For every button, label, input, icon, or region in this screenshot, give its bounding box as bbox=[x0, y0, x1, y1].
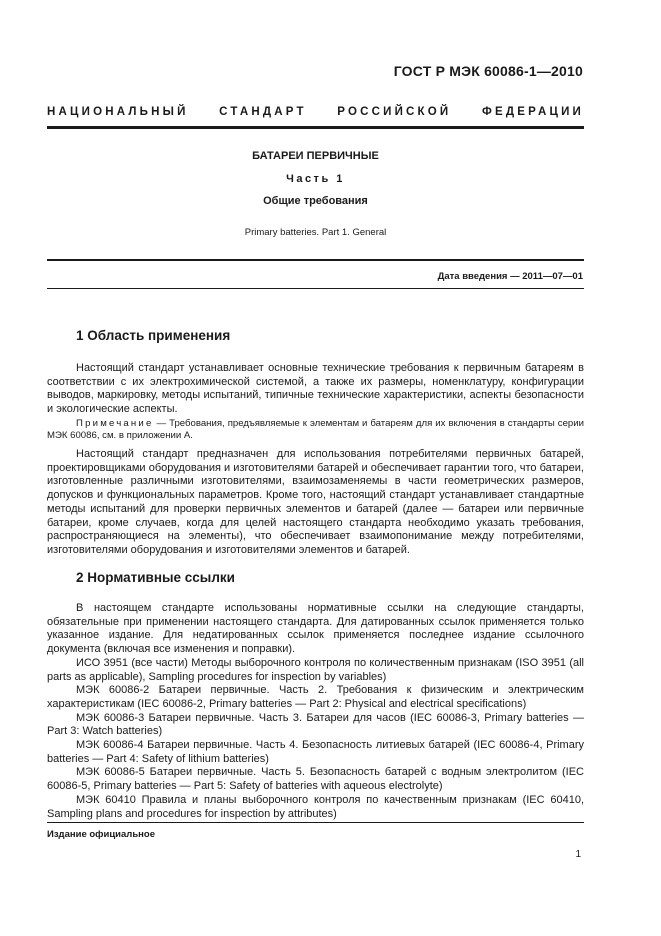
banner-word: НАЦИОНАЛЬНЫЙ bbox=[47, 106, 189, 118]
reference-item: МЭК 60086-3 Батареи первичные. Часть 3. Батареи для часов (IEC 60086-3, Primary batteries — Part 3: Watch batteries) bbox=[47, 711, 584, 738]
title-divider bbox=[47, 259, 584, 261]
normative-references bbox=[47, 602, 584, 821]
footer-divider bbox=[47, 822, 584, 823]
section-1-paragraph-2 bbox=[47, 448, 584, 558]
page-number: 1 bbox=[575, 849, 581, 860]
banner-word: РОССИЙСКОЙ bbox=[337, 106, 452, 118]
introduction-date: Дата введения — 2011—07—01 bbox=[437, 271, 583, 282]
document-title: БАТАРЕИ ПЕРВИЧНЫЕ bbox=[252, 150, 379, 162]
reference-item: МЭК 60086-2 Батареи первичные. Часть 2. Требования к физическим и электрическим характеристикам (IEC 60086-2, Primary batteries — Part 2: Physical and electrical specifications) bbox=[47, 684, 584, 710]
section-1-note bbox=[47, 418, 584, 442]
document-part: Часть 1 bbox=[286, 173, 345, 185]
english-title: Primary batteries. Part 1. General bbox=[244, 227, 387, 238]
banner-word: СТАНДАРТ bbox=[219, 106, 307, 118]
section-1-heading: 1 Область применения bbox=[76, 328, 231, 343]
standard-id: ГОСТ Р МЭК 60086-1—2010 bbox=[393, 63, 583, 79]
section-1-paragraph-1 bbox=[47, 362, 584, 417]
reference-item: МЭК 60086-4 Батареи первичные. Часть 4. Безопасность литиевых батарей (IEC 60086-4, Primary batteries — Part 4: Safety of lithium batteries) bbox=[47, 739, 584, 765]
reference-item: МЭК 60086-5 Батареи первичные. Часть 5. Безопасность батарей с водным электролитом (IEC 60086-5, Primary batteries — Part 5: Safety of batteries with aqueous electrolyte) bbox=[47, 766, 584, 793]
national-standard-banner bbox=[47, 106, 584, 118]
reference-item: МЭК 60410 Правила и планы выборочного контроля по качественным признакам (IEC 60410, Sampling plans and procedures for inspection by attributes) bbox=[47, 793, 584, 820]
note-text: — Требования, предъявляемые к элементам и батареям для их включения в стандарты серии МЭК 60086, см. в приложении А. bbox=[47, 418, 584, 441]
official-edition-label: Издание официальное bbox=[47, 829, 155, 840]
note-label: Примечание bbox=[76, 418, 154, 429]
date-divider bbox=[47, 288, 584, 289]
references-intro: В настоящем стандарте использованы нормативные ссылки на следующие стандарты, обязательные при применении настоящего стандарта. Для датированных ссылок применяется только указанное издание. Для недатированных ссылок применяется последнее издание ссылочного документа (включая все изменения и поправки). bbox=[47, 602, 584, 656]
document-subtitle: Общие требования bbox=[263, 195, 368, 207]
banner-word: ФЕДЕРАЦИИ bbox=[481, 106, 584, 118]
paragraph-text: Настоящий стандарт устанавливает основные технические требования к первичным батареям в соответствии с их электрохимической системой, а также их размеры, номенклатуру, конфигурации выводов, маркировку, методы испытаний, типичные технические характеристики, аспекты безопасности и экологические аспекты. bbox=[47, 362, 584, 416]
reference-item: ИСО 3951 (все части) Методы выборочного контроля по количественным признакам (ISO 3951 (all parts as applicable), Sampling procedures for inspection by variables) bbox=[47, 656, 584, 683]
section-2-heading: 2 Нормативные ссылки bbox=[76, 570, 235, 585]
paragraph-text: Настоящий стандарт предназначен для использования потребителями первичных батарей, проектировщиками оборудования и изготовителями батарей и обеспечивает гарантии того, что батареи, изготовленные различными изготовителями, взаимозаменяемы в части геометрических размеров, допусков и функциональных параметров. Кроме того, настоящий стандарт устанавливает стандартные методы испытаний для проверки первичных элементов и батарей (далее — батареи или первичные батареи, кроме случаев, когда для целей настоящего стандарта необходимо указать требования, распространяющиеся на элементы), что обеспечивает взаимопонимание между потребителями, изготовителями оборудования и изготовителями элементов и батарей. bbox=[47, 448, 584, 556]
banner-divider bbox=[47, 126, 584, 129]
